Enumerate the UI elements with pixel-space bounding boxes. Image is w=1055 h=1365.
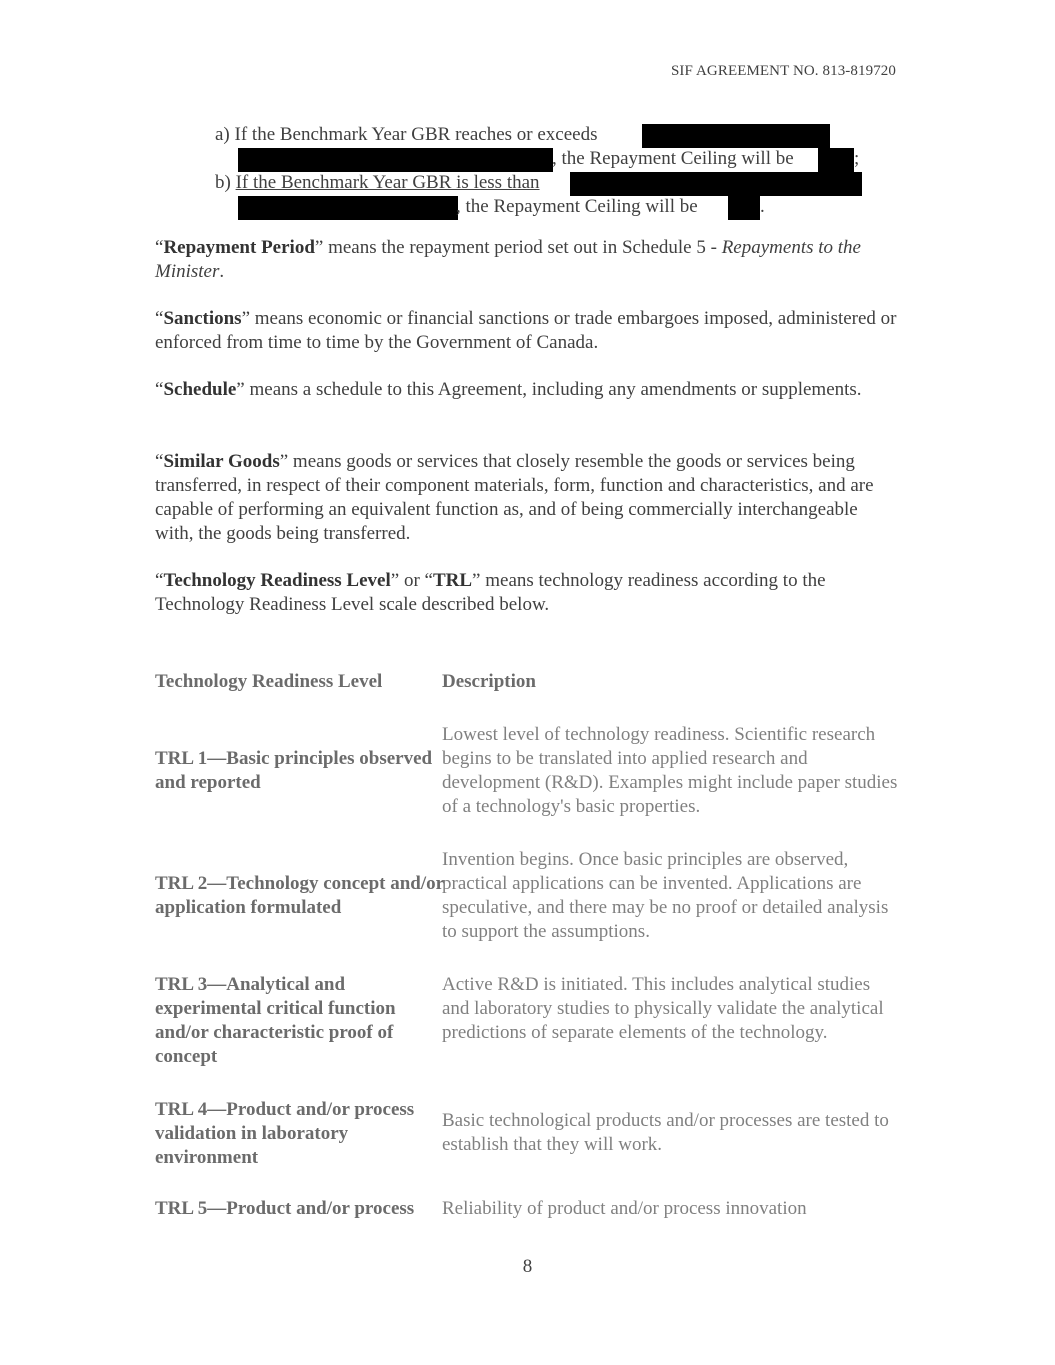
trl-row-description: Reliability of product and/or process innovation bbox=[442, 1198, 807, 1219]
clause-a-line1: a) If the Benchmark Year GBR reaches or exceeds bbox=[215, 124, 598, 145]
trl-row-level: TRL 2—Technology concept and/or application formulated bbox=[155, 873, 444, 918]
redaction-block bbox=[238, 196, 458, 220]
trl-table-header-description: Description bbox=[442, 671, 536, 692]
clause-b-marker: b) bbox=[215, 172, 236, 193]
defined-term: Schedule bbox=[163, 379, 237, 400]
defined-term: Technology Readiness Level bbox=[163, 570, 391, 591]
redaction-block bbox=[728, 196, 760, 220]
trl-row-description: Active R&D is initiated. This includes analytical studies and laboratory studies to physically validate the analytical predictions of separate elements of the technology. bbox=[442, 974, 884, 1043]
clause-a-line2: , the Repayment Ceiling will be bbox=[552, 148, 794, 169]
redaction-block bbox=[642, 124, 830, 148]
trl-row-description: Lowest level of technology readiness. Scientific research begins to be translated into applied research and development (R&D). Examples might include paper studies of a technology's basic properties. bbox=[442, 724, 898, 817]
trl-table-header-level: Technology Readiness Level bbox=[155, 671, 383, 692]
trl-row-description: Invention begins. Once basic principles are observed, practical applications can be invented. Applications are speculative, and there may be no proof or detailed analysis to support the assumptions. bbox=[442, 849, 889, 942]
definition-trl: “Technology Readiness Level” or “TRL” means technology readiness according to the Technology Readiness Level scale described below. bbox=[155, 570, 826, 615]
defined-term: Sanctions bbox=[163, 308, 242, 329]
redaction-block bbox=[570, 172, 862, 196]
redaction-block bbox=[238, 148, 553, 172]
trl-row-level: TRL 5—Product and/or process bbox=[155, 1198, 415, 1219]
clause-b-text: If the Benchmark Year GBR is less than bbox=[235, 172, 540, 193]
clause-b-end: . bbox=[760, 196, 765, 217]
page-number: 8 bbox=[522, 1256, 533, 1277]
defined-term: Similar Goods bbox=[163, 451, 280, 472]
defined-term: Repayment Period bbox=[163, 237, 315, 258]
trl-row-level: TRL 3—Analytical and experimental critical function and/or characteristic proof of concept bbox=[155, 974, 396, 1067]
redaction-block bbox=[818, 148, 854, 172]
defined-term: TRL bbox=[432, 570, 473, 591]
clause-a-end: ; bbox=[854, 148, 860, 169]
trl-row-level: TRL 4—Product and/or process validation in laboratory environment bbox=[155, 1099, 415, 1168]
definition-similar-goods: “Similar Goods” means goods or services that closely resemble the goods or services being transferred, in respect of their component materials, form, function and characteristics, and are capable of performing an equivalent function as, and of being commercially interchangeable with, the goods being transferred. bbox=[155, 451, 874, 544]
definition-repayment-period: “Repayment Period” means the repayment period set out in Schedule 5 - Repayments to the Minister. bbox=[155, 237, 861, 282]
definition-schedule: “Schedule” means a schedule to this Agreement, including any amendments or supplements. bbox=[155, 379, 862, 400]
trl-row-description: Basic technological products and/or processes are tested to establish that they will work. bbox=[442, 1110, 889, 1155]
clause-b-line1 bbox=[215, 171, 540, 195]
trl-row-level: TRL 1—Basic principles observed and reported bbox=[155, 748, 433, 793]
clause-b-line2: , the Repayment Ceiling will be bbox=[456, 196, 698, 217]
agreement-number-header: SIF AGREEMENT NO. 813-819720 bbox=[670, 63, 896, 79]
definition-sanctions: “Sanctions” means economic or financial sanctions or trade embargoes imposed, administered or enforced from time to time by the Government of Canada. bbox=[155, 308, 897, 353]
